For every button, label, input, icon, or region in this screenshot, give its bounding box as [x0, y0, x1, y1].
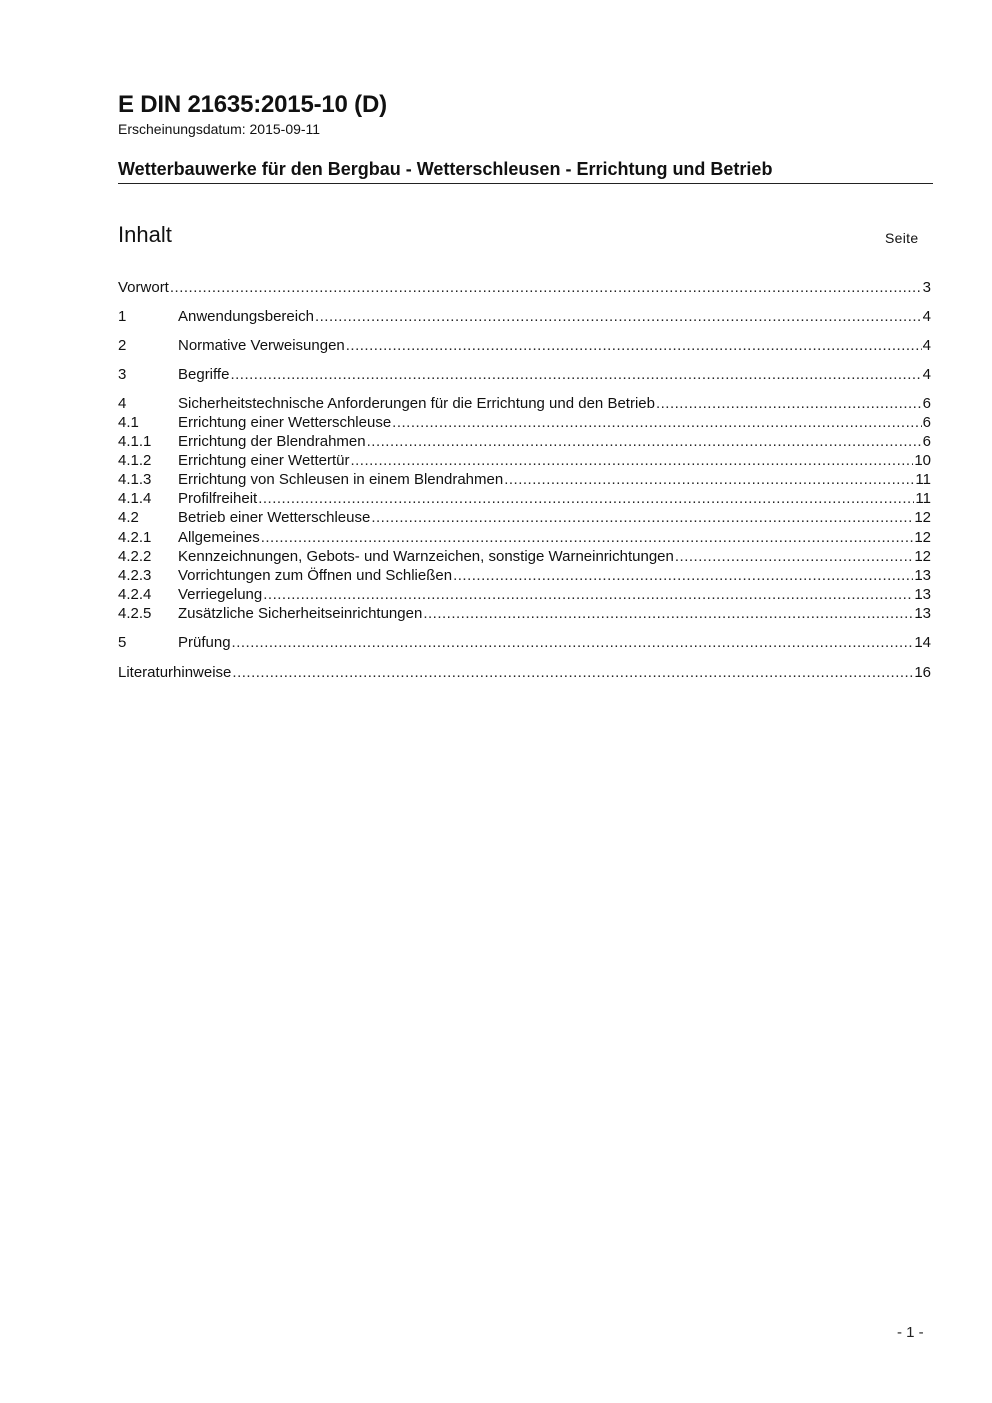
toc-entry-page: 13 — [914, 586, 931, 603]
toc-entry-1[interactable] — [118, 308, 931, 327]
toc-entry-page: 6 — [922, 395, 931, 412]
toc-entry-label: Betrieb einer Wetterschleuse — [178, 509, 371, 526]
toc-entry-label: Errichtung der Blendrahmen — [178, 433, 366, 450]
toc-entry-4-2-4[interactable] — [118, 586, 931, 605]
toc-entry-4-1[interactable] — [118, 414, 931, 433]
toc-entry-2[interactable] — [118, 337, 931, 356]
toc-entry-label: Errichtung einer Wettertür — [178, 452, 350, 469]
toc-entry-number: 1 — [118, 308, 127, 325]
toc-entry-page: 4 — [922, 337, 931, 354]
toc-entry-label: Begriffe — [178, 366, 230, 383]
toc-entry-number: 4.2.4 — [118, 586, 152, 603]
dot-leader — [371, 509, 913, 526]
toc-entry-number: 4.1.4 — [118, 490, 152, 507]
toc-entry-3[interactable] — [118, 366, 931, 385]
toc-entry-label: Sicherheitstechnische Anforderungen für die Errichtung und den Betrieb — [178, 395, 655, 412]
toc-entry-page: 3 — [922, 279, 931, 296]
toc-entry-number: 5 — [118, 634, 127, 651]
toc-entry-label: Kennzeichnungen, Gebots- und Warnzeichen, sonstige Warneinrichtungen — [178, 548, 674, 565]
toc-entry-label: Vorrichtungen zum Öffnen und Schließen — [178, 567, 453, 584]
toc-entry-page: 4 — [922, 308, 931, 325]
toc-entry-number: 4 — [118, 395, 127, 412]
toc-entry-page: 6 — [922, 414, 931, 431]
toc-entry-page: 11 — [915, 490, 931, 507]
toc-entry-label: Zusätzliche Sicherheitseinrichtungen — [178, 605, 423, 622]
dot-leader — [232, 634, 914, 651]
dot-leader — [230, 366, 921, 383]
toc-entry-page: 16 — [914, 664, 931, 681]
toc-entry-number: 2 — [118, 337, 127, 354]
document-title: E DIN 21635:2015-10 (D) — [118, 91, 387, 118]
dot-leader — [423, 605, 913, 622]
toc-entry-label: Vorwort — [118, 279, 169, 296]
toc-page-column-label: Seite — [885, 230, 919, 246]
toc-entry-number: 3 — [118, 366, 127, 383]
toc-entry-4-1-3[interactable] — [118, 471, 931, 490]
toc-entry-label: Allgemeines — [178, 529, 260, 546]
dot-leader — [261, 529, 914, 546]
toc-entry-literaturhinweise[interactable] — [118, 664, 931, 683]
toc-entry-4-1-4[interactable] — [118, 490, 931, 509]
publication-date: Erscheinungsdatum: 2015-09-11 — [118, 121, 321, 137]
dot-leader — [258, 490, 914, 507]
toc-entry-label: Verriegelung — [178, 586, 263, 603]
dot-leader — [350, 452, 913, 469]
toc-entry-page: 14 — [914, 634, 931, 651]
toc-entry-page: 13 — [914, 567, 931, 584]
toc-entry-label: Errichtung von Schleusen in einem Blendrahmen — [178, 471, 504, 488]
document-subtitle: Wetterbauwerke für den Bergbau - Wetterschleusen - Errichtung und Betrieb — [118, 159, 933, 184]
toc-entry-4-2-1[interactable] — [118, 529, 931, 548]
toc-entry-number: 4.1 — [118, 414, 139, 431]
toc-heading: Inhalt — [118, 222, 172, 247]
toc-entry-page: 11 — [915, 471, 931, 488]
toc-entry-label: Profilfreiheit — [178, 490, 258, 507]
toc-entry-page: 4 — [922, 366, 931, 383]
dot-leader — [263, 586, 913, 603]
toc-entry-label: Normative Verweisungen — [178, 337, 345, 354]
toc-entry-page: 12 — [914, 509, 931, 526]
dot-leader — [656, 395, 922, 412]
dot-leader — [232, 664, 913, 681]
toc-entry-number: 4.2.3 — [118, 567, 152, 584]
dot-leader — [453, 567, 913, 584]
toc-entry-4-2[interactable] — [118, 509, 931, 528]
dot-leader — [367, 433, 922, 450]
toc-entry-4[interactable] — [118, 395, 931, 414]
toc-entry-4-1-2[interactable] — [118, 452, 931, 471]
dot-leader — [504, 471, 914, 488]
toc-entry-label: Errichtung einer Wetterschleuse — [178, 414, 392, 431]
toc-entry-number: 4.2.1 — [118, 529, 152, 546]
toc-entry-page: 13 — [914, 605, 931, 622]
dot-leader — [675, 548, 913, 565]
dot-leader — [392, 414, 921, 431]
toc-entry-vorwort[interactable] — [118, 279, 931, 298]
dot-leader — [346, 337, 922, 354]
toc-entry-page: 12 — [914, 529, 931, 546]
toc-entry-4-2-2[interactable] — [118, 548, 931, 567]
toc-entry-label: Anwendungsbereich — [178, 308, 314, 325]
toc-entry-number: 4.2.5 — [118, 605, 152, 622]
toc-entry-number: 4.1.2 — [118, 452, 152, 469]
toc-entry-number: 4.1.3 — [118, 471, 152, 488]
toc-entry-4-2-5[interactable] — [118, 605, 931, 624]
toc-entry-number: 4.2.2 — [118, 548, 152, 565]
toc-entry-page: 10 — [914, 452, 931, 469]
toc-entry-label: Prüfung — [178, 634, 231, 651]
toc-entry-number: 4.2 — [118, 509, 139, 526]
toc-entry-4-2-3[interactable] — [118, 567, 931, 586]
toc-entry-label: Literaturhinweise — [118, 664, 232, 681]
toc-entry-number: 4.1.1 — [118, 433, 152, 450]
dot-leader — [315, 308, 922, 325]
toc-entry-5[interactable] — [118, 634, 931, 653]
page-number: - 1 - — [897, 1324, 924, 1341]
toc-entry-page: 6 — [922, 433, 931, 450]
toc-entry-page: 12 — [914, 548, 931, 565]
dot-leader — [170, 279, 922, 296]
toc-entry-4-1-1[interactable] — [118, 433, 931, 452]
